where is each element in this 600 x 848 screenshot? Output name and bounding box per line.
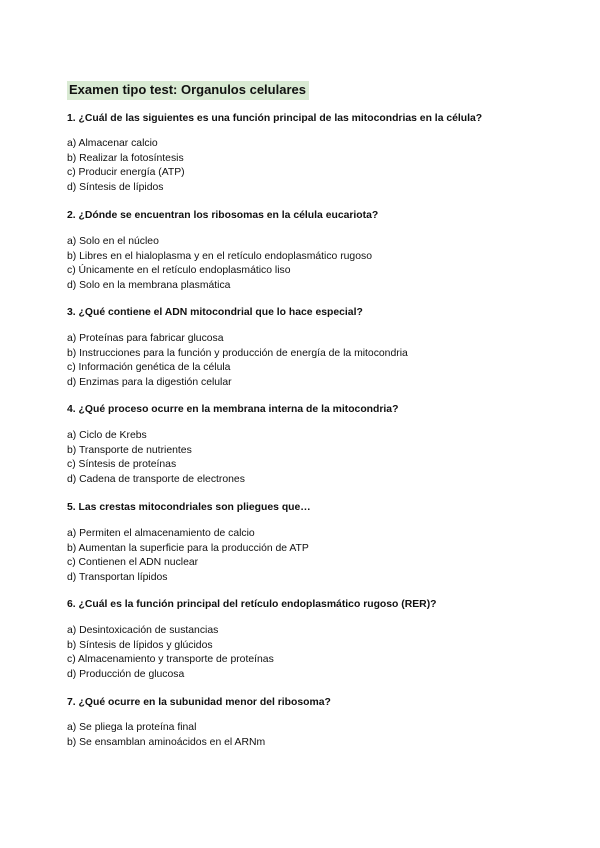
options-3 (67, 332, 408, 390)
option-6b: b) Síntesis de lípidos y glúcidos (67, 639, 213, 651)
option-3a: a) Proteínas para fabricar glucosa (67, 333, 224, 344)
question-1: 1. ¿Cuál de las siguientes es una función principal de las mitocondrias en la célula? (67, 113, 483, 124)
option-5d: d) Transportan lípidos (67, 571, 168, 583)
options-2 (67, 235, 372, 293)
option-6d: d) Producción de glucosa (67, 668, 185, 680)
question-2: 2. ¿Dónde se encuentran los ribosomas en la célula eucariota? (67, 210, 379, 221)
options-6 (67, 624, 274, 682)
option-2b: b) Libres en el hialoplasma y en el retículo endoplasmático rugoso (67, 250, 372, 262)
question-6: 6. ¿Cuál es la función principal del retículo endoplasmático rugoso (RER)? (67, 599, 437, 610)
option-1d: d) Síntesis de lípidos (67, 181, 164, 193)
option-6c: c) Almacenamiento y transporte de proteínas (67, 654, 274, 666)
question-5: 5. Las crestas mitocondriales son pliegues que… (67, 502, 311, 513)
option-5b: b) Aumentan la superficie para la producción de ATP (67, 542, 309, 554)
option-7b: b) Se ensamblan aminoácidos en el ARNm (67, 736, 266, 748)
option-2c: c) Únicamente en el retículo endoplasmático liso (67, 265, 291, 277)
question-4: 4. ¿Qué proceso ocurre en la membrana interna de la mitocondria? (67, 404, 399, 415)
option-6a: a) Desintoxicación de sustancias (67, 625, 219, 636)
option-3c: c) Información genética de la célula (67, 362, 231, 374)
question-7: 7. ¿Qué ocurre en la subunidad menor del ribosoma? (67, 697, 331, 708)
option-3b: b) Instrucciones para la función y producción de energía de la mitocondria (67, 347, 408, 359)
options-1 (67, 137, 185, 195)
exam-title: Examen tipo test: Organulos celulares (67, 81, 309, 100)
option-7a: a) Se pliega la proteína final (67, 722, 197, 733)
option-5c: c) Contienen el ADN nuclear (67, 557, 199, 569)
option-4c: c) Síntesis de proteínas (67, 459, 177, 471)
option-1b: b) Realizar la fotosíntesis (67, 152, 184, 164)
options-7 (67, 721, 265, 750)
option-5a: a) Permiten el almacenamiento de calcio (67, 528, 255, 539)
option-4d: d) Cadena de transporte de electrones (67, 473, 245, 485)
options-5 (67, 527, 309, 585)
option-1a: a) Almacenar calcio (67, 138, 158, 149)
option-1c: c) Producir energía (ATP) (67, 167, 185, 179)
option-4b: b) Transporte de nutrientes (67, 444, 192, 456)
options-4 (67, 429, 245, 487)
option-2d: d) Solo en la membrana plasmática (67, 279, 231, 291)
option-2a: a) Solo en el núcleo (67, 236, 159, 247)
question-3: 3. ¿Qué contiene el ADN mitocondrial que lo hace especial? (67, 307, 363, 318)
option-3d: d) Enzimas para la digestión celular (67, 376, 232, 388)
option-4a: a) Ciclo de Krebs (67, 430, 147, 441)
